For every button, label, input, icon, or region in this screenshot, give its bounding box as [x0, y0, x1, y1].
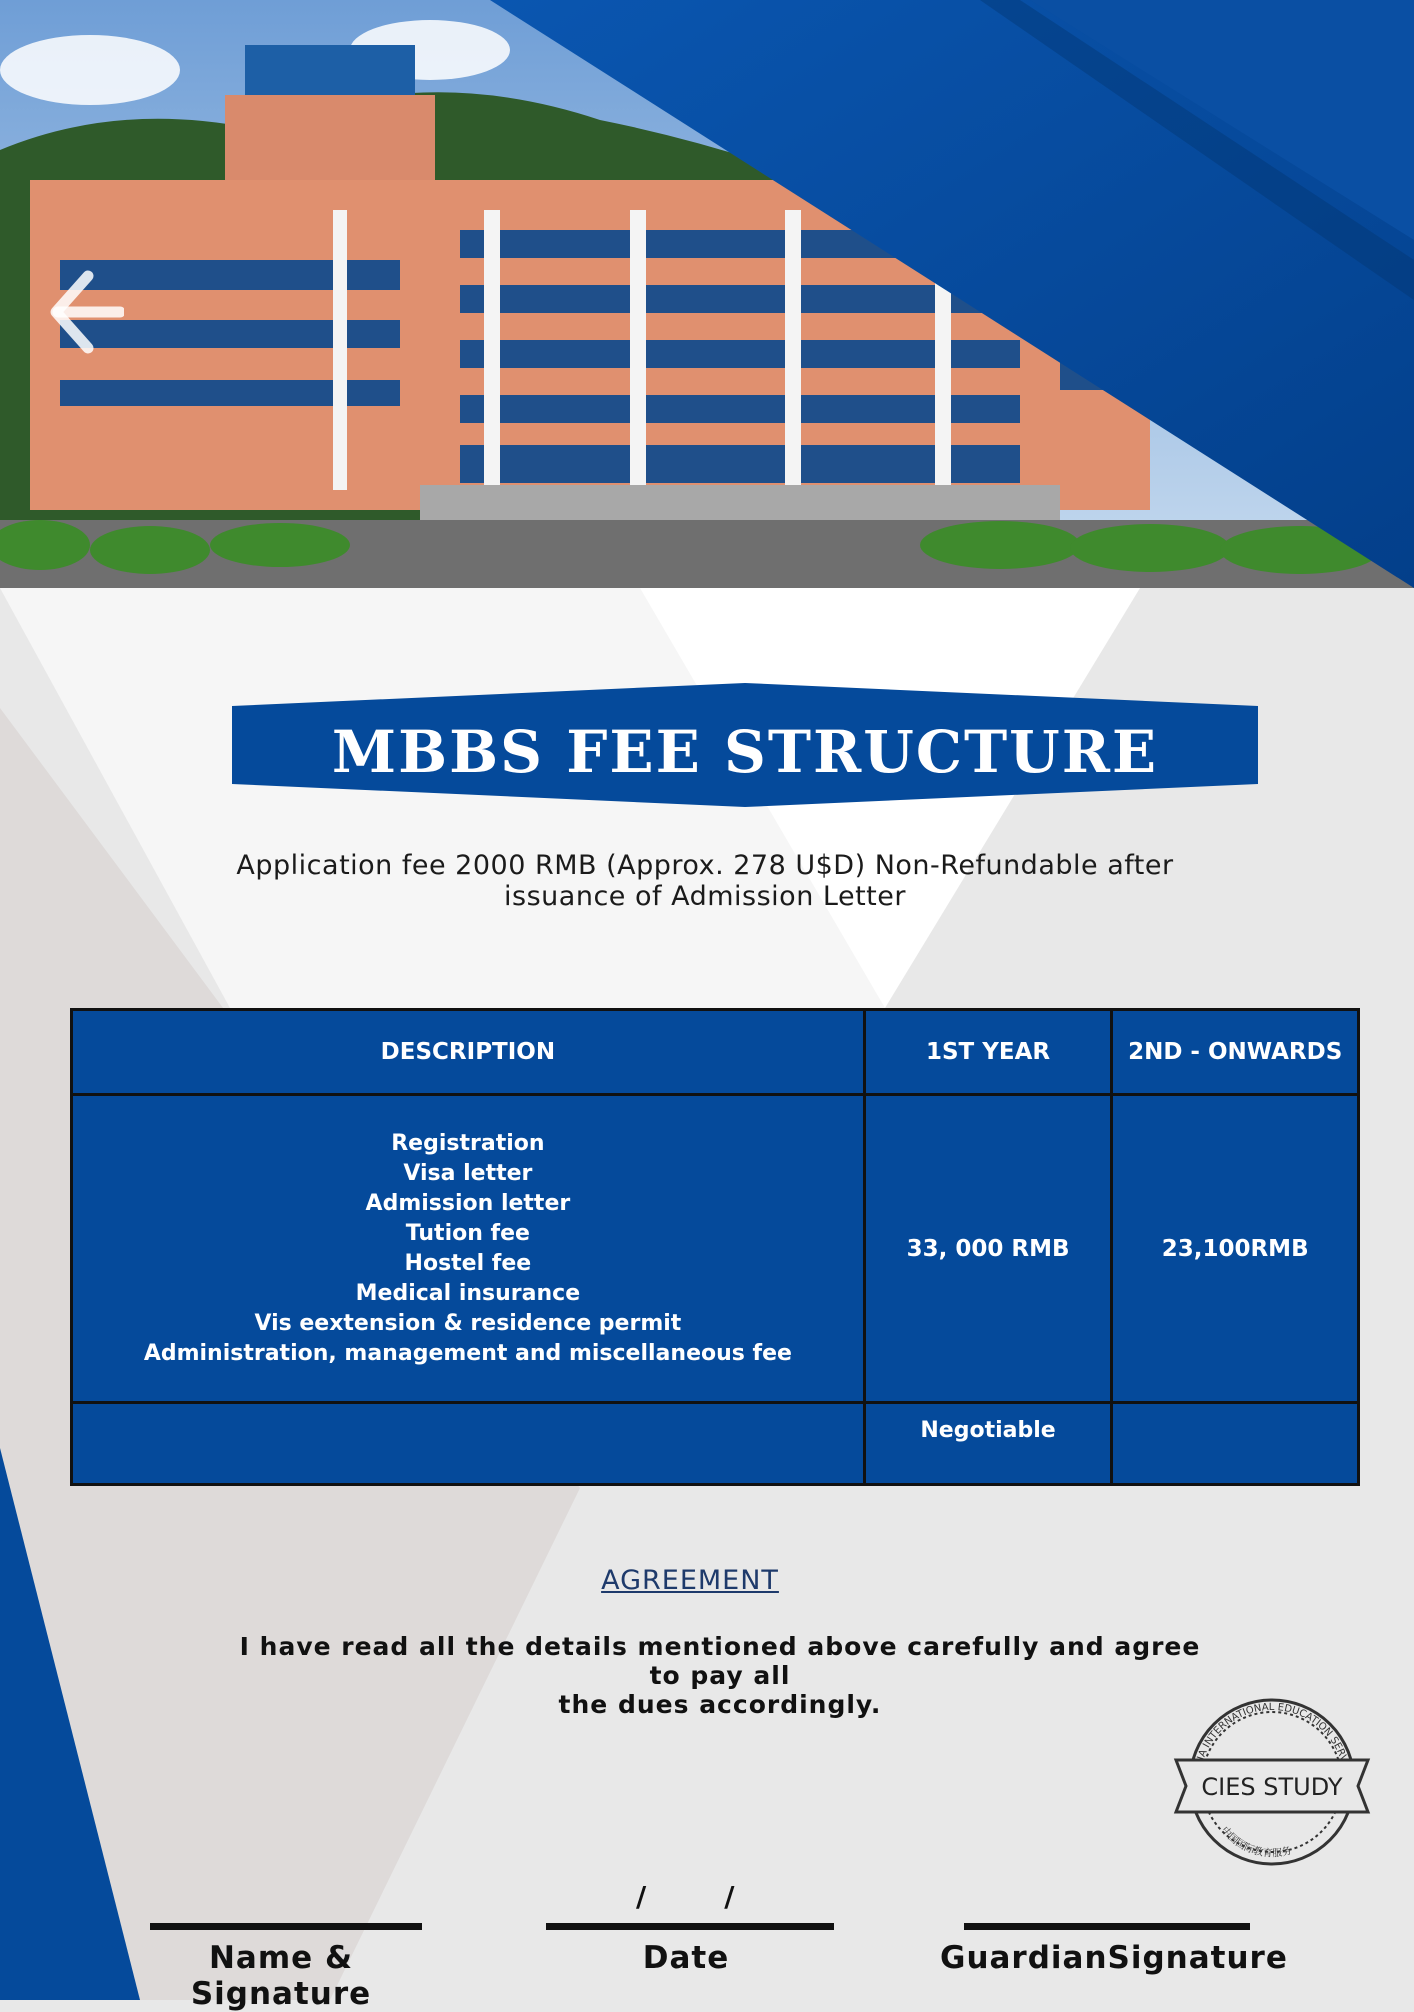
date-slashes: / /: [636, 1880, 735, 1913]
application-fee-line-2: issuance of Admission Letter: [504, 881, 906, 912]
guardian-signature-line[interactable]: [964, 1923, 1250, 1930]
table-row: [72, 1403, 1359, 1485]
date-label: Date: [642, 1940, 730, 1976]
agreement-line-1: I have read all the details mentioned above carefully and agree to pay all: [239, 1632, 1201, 1690]
second-onwards-amount: 23,100RMB: [1112, 1095, 1359, 1403]
list-item: Registration: [391, 1130, 545, 1156]
first-year-amount: 33, 000 RMB: [864, 1095, 1112, 1403]
stamp-ring-text: A INTERNATIONAL EDUCATION SER: [1196, 1701, 1347, 1759]
list-item: Visa letter: [403, 1160, 533, 1186]
empty-description-cell: [72, 1403, 865, 1485]
stamp-name: CIES STUDY: [1201, 1773, 1343, 1801]
description-cell: [72, 1095, 865, 1403]
svg-text:中国国际教育服务: [1219, 1824, 1293, 1860]
header-second-onwards: 2ND - ONWARDS: [1112, 1010, 1359, 1095]
cies-study-stamp: [1172, 1692, 1372, 1872]
list-item: Vis eextension & residence permit: [254, 1310, 682, 1336]
negotiable-cell: Negotiable: [864, 1403, 1112, 1485]
table-row: [72, 1095, 1359, 1403]
list-item: Administration, management and miscellaneous fee: [143, 1340, 792, 1366]
application-fee-note: [180, 850, 1230, 912]
guardian-signature-label: GuardianSignature: [940, 1940, 1288, 1976]
table-header-row: [72, 1010, 1359, 1095]
agreement-line-2: the dues accordingly.: [558, 1690, 882, 1719]
header-first-year: 1ST YEAR: [864, 1010, 1112, 1095]
stamp-chinese-text: 中国国际教育服务: [1218, 1824, 1293, 1860]
agreement-text: [220, 1632, 1220, 1719]
page-title: MBBS FEE STRUCTURE: [331, 718, 1159, 786]
name-signature-label: Name & Signature: [190, 1940, 372, 2012]
agreement-title: AGREEMENT: [601, 1565, 779, 1596]
empty-amount-cell: [1112, 1403, 1359, 1485]
date-line[interactable]: [546, 1923, 834, 1930]
campus-building-photo: [0, 0, 1414, 588]
list-item: Medical insurance: [355, 1280, 581, 1306]
list-item: Admission letter: [365, 1190, 571, 1216]
name-signature-line[interactable]: [150, 1923, 422, 1930]
header-description: DESCRIPTION: [72, 1010, 865, 1095]
application-fee-line-1: Application fee 2000 RMB (Approx. 278 U$D) Non-Refundable after: [236, 850, 1174, 881]
list-item: Tution fee: [405, 1220, 530, 1246]
fee-table: [70, 1008, 1360, 1486]
list-item: Hostel fee: [404, 1250, 532, 1276]
back-arrow-icon[interactable]: [48, 270, 124, 354]
